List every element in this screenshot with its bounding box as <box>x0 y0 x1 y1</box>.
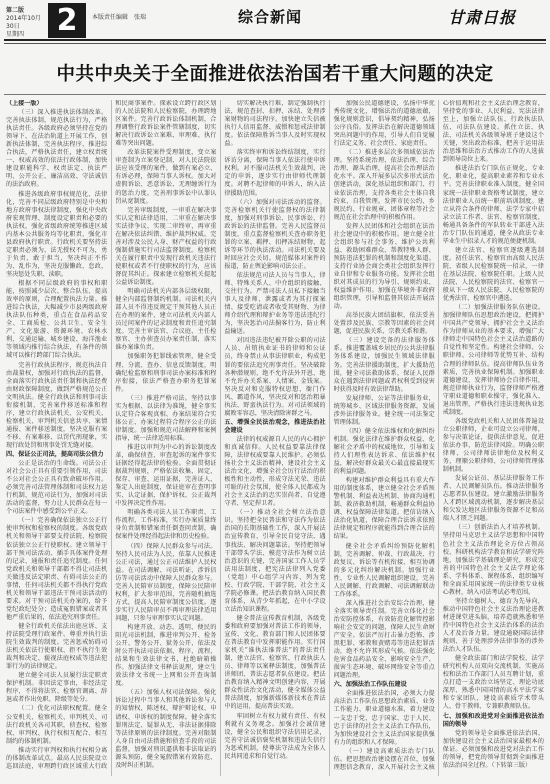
section-subheading: 七、加强和改进党对全面推进依法治国的领导 <box>442 712 544 728</box>
article-paragraph: 各级党政机关和人民团体普遍设立公职律师，企业可设立公司律师，参与决策论证，提供法律意见，促进依法办事，防范法律风险。明确公职律师、公司律师法律地位及权利义务，理顺公职律师、公司律师管理体制机制。 <box>442 417 544 474</box>
article-paragraph: （四）保障人民群众参与司法。坚持人民司法为人民，依靠人民推进公正司法，通过公正司法维护人民权益。在司法调解、司法听证、涉诉信访等司法活动中保障人民群众参与。完善人民陪审员制度，保障公民陪审权利，扩大参审范围，完善随机抽选方式，提高人民陪审制度公信度。逐步实行人民陪审员不再审理法律适用问题，只参与审理事实认定问题。 <box>115 542 217 622</box>
article-paragraph: 落实终审和诉讼终结制度，实行诉访分离，保障当事人依法行使申诉权利。对不服司法机关生效裁判、决定的申诉，逐步实行由律师代理制度。对聘不起律师的申诉人，纳入法律援助范围。 <box>224 149 326 197</box>
article-paragraph: 健全行政机关依法出庭应诉、支持法院受理行政案件、尊重并执行法院生效裁判的制度。完善惩戒妨碍司法机关依法行使职权、拒不执行生效裁判和决定、藐视法庭权威等违法犯罪行为的法律规定。 <box>6 623 108 671</box>
article-body <box>6 100 544 776</box>
article-paragraph: 深入推进社会治安综合治理，健全落实领导责任制。完善立体化社会治安防控体系，有效防范化解管控影响社会安定的问题，保障人民生命财产安全。依法严厉打击暴力恐怖、涉黑犯罪、邪教和黄赌毒等违法犯罪活动，绝不允许其形成气候。依法强化危害食品药品安全、影响安全生产、损害生态环境、破坏网络安全等重点问题治理。 <box>333 599 435 680</box>
article-paragraph: （二）加强法律服务队伍建设。加强律师队伍思想政治建设，把拥护中国共产党领导、拥护社会主义法治作为律师从业的基本要求，增强广大律师走中国特色社会主义法治道路的自觉性和坚定性。构建社会律师、公职律师、公司律师等优势互补、结构合理的律师队伍。提高律师队伍业务素质，完善执业保障机制。加强职业道德建设，发挥律师协会自律作用，规范律师执业行为，监督律师严格遵守职业道德和职业操守，强化准入、退出管理，严格执行违法违规执业惩戒制度。 <box>442 304 544 416</box>
article-paragraph: （一）推动全社会树立法治意识。坚持把全民普法和守法作为依法治国的长期基础性工作，深入开展法治宣传教育，引导全民自觉守法、遇事找法、解决问题靠法。坚持把领导干部带头学法、模范守法作为树立法治意识的关键，完善国家工作人员学法用法制度，把宪法法律列入党委（党组）中心组学习内容，列为党校、行政学院、干部学院、社会主义学院必修课。把法治教育纳入国民教育体系，从青少年抓起，在中小学设立法治知识课程。 <box>224 509 326 613</box>
section-subheading: 五、增强全民法治观念，推进法治社会建设 <box>224 418 326 434</box>
article-paragraph: （三）创新法治人才培养机制。坚持用马克思主义法学思想和中国特色社会主义法治理论全方位占领高校、科研机构法学教育和法学研究阵地，加强法学基础理论研究，形成完善的中国特色社会主义法学理论体系、学科体系、课程体系，组织编写和全面采用国家统一的法律类专业核心教材，纳入司法考试必考范围。 <box>442 524 544 596</box>
page-editors: 本版责任编辑 张瑞 <box>92 14 147 21</box>
section-subheading: 六、加强法治工作队伍建设 <box>333 681 407 689</box>
article-paragraph: 完善审级制度，一审重在解决事实认定和法律适用，二审重在解决事实法律争议、实现二审终审，再审重在解决依法纠错、维护裁判权威。完善对涉及公民人身、财产权益的行政强制措施实行司法监督制度。检察机关在履行职责中发现行政机关违法行使职权或者不行使职权的行为，应该督促其纠正。探索建立检察机关提起公益诉讼制度。 <box>115 206 217 287</box>
article-paragraph: 法律的权威源自人民的内心拥护和真诚信仰。人民权益要靠法律保障，法律权威要靠人民维护。必须弘扬社会主义法治精神，建设社会主义法治文化，增强全社会厉行法治的积极性和主动性，形成守法光荣、违法可耻的社会氛围，使全体人民都成为社会主义法治的忠实崇尚者、自觉遵守者、坚定捍卫者。 <box>224 435 326 508</box>
article-paragraph: 坚持立德树人、德育为先导向，推动中国特色社会主义法治理论进教材进课堂进头脑，培养造就熟悉和坚持中国特色社会主义法治体系的法治人才及后备力量。建设通晓国际法律规则、善于处理涉外法律事务的涉外法治人才队伍。 <box>442 597 544 654</box>
article-paragraph: 高举民族大团结旗帜，依法妥善处置涉及民族、宗教等因素的社会问题，促进民族关系、宗教关系和谐。 <box>333 312 435 336</box>
article-paragraph: 公正是法治的生命线。司法公正对社会公正具有重要引领作用，司法不公对社会公正具有致命破坏作用。必须完善司法管理体制和司法权力运行机制，规范司法行为，加强对司法活动的监督，努力让人民群众在每一个司法案件中感受到公平正义。 <box>6 460 108 516</box>
article-paragraph: 建立法官、检察官逐级遴选制度。初任法官、检察官由高级人民法院、省级人民检察院统一招录，一律在基层法院、检察院任职。上级人民法院、人民检察院的法官、检察官一般从下一级人民法院、人民检察院的优秀法官、检察官中遴选。 <box>442 246 544 303</box>
article-paragraph: 加强公民道德建设，弘扬中华优秀传统文化，增强法治的道德底蕴，强化规则意识，倡导契约精神，弘扬公序良俗。发挥法治在解决道德领域突出问题中的作用，引导人们自觉履行法定义务、社会责任、家庭责任。 <box>333 100 435 148</box>
masthead-rule-thin <box>4 43 546 44</box>
article-paragraph: 发展律师、公证等法律服务业，统筹城乡、区域法律服务资源，发展涉外法律服务业。健全统一司法鉴定管理体制。 <box>333 394 435 426</box>
page-label: 第二版 <box>6 7 25 14</box>
article-paragraph: 切实解决执行难，制定强制执行法，规范查封、扣押、冻结、处理涉案财物的司法程序。加快建立失信被执行人信用监督、威慑和惩戒法律制度。依法保障胜诉当事人及时实现权益。 <box>224 100 326 148</box>
article-paragraph: （二）推进多层次多领域依法治理。坚持系统治理、依法治理、综合治理、源头治理，提高社会治理法治化水平。深入开展多层次多形式法治创建活动，深化基层组织和部门、行业依法治理，支持各类社会主体自我约束、自我管理。发挥市民公约、乡规民约、行业规章、团体章程等社会规范在社会治理中的积极作用。 <box>333 149 435 221</box>
article-paragraph: 加强职务犯罪线索管理，健全受理、分流、查办、信息反馈制度，明确纪检监察和刑事司法办案标准和程序衔接，依法严格查办职务犯罪案件。 <box>115 353 217 393</box>
article-paragraph: 明确司法机关内部各层级权限，健全内部监督制约机制。司法机关内部人员不得违反规定干预其他人员正在办理的案件，建立司法机关内部人员过问案件的记录制度和责任追究制度。完善主审法官、合议庭、主任检察官、主办侦查员办案责任制，落实谁办案谁负责。 <box>115 288 217 352</box>
article-paragraph: 全面推进依法治国，必须大力提高法治工作队伍思想政治素质、业务工作能力、职业道德水准，着力建设一支忠于党、忠于国家、忠于人民、忠于法律的社会主义法治工作队伍，为加快建设社会主义法治国家提供强有力的组织和人才保障。 <box>333 690 435 746</box>
newspaper-logo: 甘肃日报 <box>448 8 517 27</box>
article-paragraph: 建立健全司法人员履行法定职责保护机制。非因法定事由，非经法定程序，不得将法官、检察官调离、辞退或者作出免职、降级等处分。 <box>6 672 108 704</box>
masthead <box>0 0 550 44</box>
article-paragraph: 依法规范司法人员与当事人、律师、特殊关系人、中介组织的接触、交往行为。严禁司法人员私下接触当事人及律师、泄露或者为其打探案情、接受吃请或者收受其财物、为律师介绍代理和辩护业务等违法违纪行为，坚决惩治司法掮客行为，防止利益输送。 <box>224 271 326 336</box>
article-paragraph: （一）完善确保依法独立公正行使审判权和检察权的制度。各级党政机关和领导干部要支持法院、检察院依法独立公正行使职权。建立领导干部干预司法活动、插手具体案件处理的记录、通报和责任追究制度。任何党政机关和领导干部都不得让司法机关做违反法定职责、有碍司法公正的事情，任何司法机关都不得执行党政机关和领导干部违法干预司法活动的要求。对干预司法机关办案的，给予党纪政纪处分；造成冤假错案或者其他严重后果的，依法追究刑事责任。 <box>6 517 108 621</box>
article-headline: 中共中央关于全面推进依法治国若干重大问题的决定 <box>56 64 494 85</box>
article-paragraph: （三）建设完备的法律服务体系。推进覆盖城乡居民的公共法律服务体系建设，加强民生领域法律服务。完善法律援助制度，扩大援助范围，健全司法救助体系，保证人民群众在遇到法律问题或者权利受到侵害时获得及时有效法律帮助。 <box>333 337 435 393</box>
issue-date: 2014年10月30日 <box>6 15 41 30</box>
article-paragraph: 对因违法违纪被开除公职的司法人员、吊销执业证书的律师和公证员，终身禁止从事法律职业，构成犯罪的要依法追究刑事责任。坚决破除各种潜规则，绝不允许法外开恩，绝不允许办关系案、人情案、金钱案。坚决反对和克服特权思想、衙门作风、霸道作风，坚决反对和惩治粗暴执法、野蛮执法行为。对司法领域的腐败零容忍，坚决清除害群之马。 <box>224 337 326 417</box>
article-paragraph: 推进以审判为中心的诉讼制度改革，确保侦查、审查起诉的案件事实证据经得起法律的检验。全面贯彻证据裁判规则，严格依法收集、固定、保存、审查、运用证据，完善证人、鉴定人出庭制度，保证庭审在查明事实、认定证据、保护诉权、公正裁判中发挥决定性作用。 <box>115 443 217 508</box>
article-paragraph: （四）健全依法维权和化解纠纷机制。强化法律在维护群众权益、化解社会矛盾中的权威地位，引导和支持人们理性表达诉求、依法维护权益，解决好群众最关心最直接最现实的利益问题。 <box>333 427 435 476</box>
section-subheading: （上接一版） <box>6 100 43 107</box>
article-paragraph: 健全政法部门和法学院校、法学研究机构人员双向交流机制，实施高校和法治工作部门人员互聘计划，重点打造一支政治立场坚定、理论功底深厚、熟悉中国国情的高水平法学家和专家团队，建设高素质学术带头人、骨干教师、专兼职教师队伍。 <box>442 655 544 711</box>
article-paragraph: （三）推进严格司法。坚持以事实为根据、以法律为准绳，健全事实认定符合客观真相、办案结果符合实体公正、办案过程符合程序公正的法律制度。加强和规范司法解释和案例指导，统一法律适用标准。 <box>115 394 217 442</box>
article-paragraph: 健全社会矛盾纠纷预防化解机制，完善调解、仲裁、行政裁决、行政复议、诉讼等有机衔接、相互协调的多元化纠纷解决机制。加强行业性、专业性人民调解组织建设，完善人民调解、行政调解、司法调解联动工作体系。 <box>333 542 435 598</box>
article-paragraph: 推进各级政府事权规范化、法律化，完善不同层级政府特别是中央和地方政府事权法律制度，强化中央政府宏观管理、制度设定职责和必要的执法权，强化省级政府统筹推进区域内基本公共服务均等化职责，强化市县政府执行职责。行政机关要坚持法定职责必须为、法无授权不可为，勇于负责、敢于担当，坚决纠正不作为、乱作为，坚决克服懒政、怠政，坚决惩处失职、渎职。 <box>6 190 108 278</box>
article-paragraph: 推进法治专门队伍正规化、专业化、职业化，提高职业素养和专业水平。完善法律职业准入制度，健全国家统一法律职业资格考试制度，建立法律职业人员统一职前培训制度。建立从符合条件的律师、法学专家中招录立法工作者、法官、检察官制度，畅通具备条件的军队转业干部进入法治专门队伍的通道，健全从政法专业毕业生中招录人才的规范便捷机制。 <box>442 165 544 245</box>
page-number: 2 <box>48 3 86 38</box>
article-paragraph: 党的领导是全面推进依法治国、加快建设社会主义法治国家最根本的保证。必须加强和改进党对法治工作的领导，把党的领导贯彻到全面推进依法治国全过程。（下转第三版） <box>442 729 544 769</box>
article-paragraph: 牢固树立有权力就有责任、有权利就有义务观念。加强社会诚信建设，健全公民和组织守法信用记录，完善守法诚信褒奖机制和违法失信行为惩戒机制，使尊法守法成为全体人民共同追求和自觉行动。 <box>224 712 326 760</box>
article-paragraph: 根据不同层级政府的事权和职能，按照减少层次、整合队伍、提高效率的原则，合理配置执法力量。推进综合执法，大幅减少市县两级政府执法队伍种类，重点在食品药品安全、工商质检、公共卫生、安全生产、文化旅游、资源环境、农林水利、交通运输、城乡建设、海洋渔业等领域内推行综合执法，有条件的领域可以推行跨部门综合执法。 <box>6 280 108 360</box>
article-paragraph: （五）加强人权司法保障。强化诉讼过程中当事人和其他诉讼参与人的知情权、陈述权、辩护辩论权、申请权、申诉权的制度保障。健全落实罪刑法定、疑罪从无、非法证据排除等法律原则的法律制度。完善对限制人身自由司法措施和侦查手段的司法监督，加强对刑讯逼供和非法取证的源头预防，健全冤假错案有效防范、及时纠正机制。 <box>115 689 217 769</box>
issue-weekday: 星期四 <box>6 31 25 38</box>
article-paragraph: （三）深入推进执法体制改革。完善执法体制，规范执法行为，严格执法责任。各级政府必须坚持在党的领导下、在法治轨道上开展工作，创新执法体制，完善执法程序，推进综合执法，严格执法责任，建立权责统一、权威高效的依法行政体制，加快建设职能科学、权责法定、执法严明、公开公正、廉洁高效、守法诚信的法治政府。 <box>6 109 108 189</box>
article-paragraph: 健全普法宣传教育机制，各级党委和政府要加强对普法工作的领导，宣传、文化、教育部门和人民团体要在普法教育中发挥职能作用。实行国家机关“谁执法谁普法”的普法责任制，建立法官、检察官、行政执法人员、律师等以案释法制度，加强普法讲师团、普法志愿者队伍建设。把法治教育纳入精神文明创建内容，开展群众性法治文化活动，健全媒体公益普法制度，加强新媒体新技术在普法中的运用，提高普法实效。 <box>224 614 326 711</box>
masthead-rule <box>4 39 546 41</box>
issue-meta <box>6 7 46 39</box>
article-paragraph: 构建对维护群众利益具有重大作用的制度体系，建立健全社会矛盾预警机制、利益表达机制、协商沟通机制、救济救助机制，畅通群众利益协调、权益保障法律渠道。把信访纳入法治化轨道，保障合理合法诉求依照法律规定和程序就能得到合理合法的结果。 <box>333 477 435 541</box>
article-paragraph: 发挥人民团体和社会组织在法治社会建设中的积极作用。建立健全社会组织参与社会事务、维护公共利益、救助困难群众、帮教特殊人群、预防违法犯罪的机制和制度化渠道。支持行业协会商会类社会组织发挥行业自律和专业服务功能。发挥社会组织对其成员的行为导引、规则约束、权益维护作用。加强在华境外非政府组织管理，引导和监督其依法开展活动。 <box>333 222 435 311</box>
article-paragraph: 发展公证员、基层法律服务工作者、人民调解员队伍。推动法律服务志愿者队伍建设。建立激励法律服务人才跨区域流动机制，逐步解决基层和欠发达地区法律服务资源不足和高端人才匮乏问题。 <box>442 475 544 523</box>
article-paragraph: （六）加强对司法活动的监督。完善检察机关行使监督权的法律制度，加强对刑事诉讼、民事诉讼、行政诉讼的法律监督。完善人民监督员制度，重点监督检察机关查办职务犯罪的立案、羁押、扣押冻结财物、起诉等环节的执法活动。司法机关要及时回应社会关切。规范媒体对案件的报道，防止舆论影响司法公正。 <box>224 198 326 270</box>
article-paragraph: （一）建设高素质法治专门队伍。把思想政治建设摆在首位，加强理想信念教育，深入开展社会主义核心价值观和社会主义法治理念教育，坚持党的事业、人民利益、宪法法律至上，加强立法队伍、行政执法队伍、司法队伍建设。抓住立法、执法、司法机关各级领导班子建设这个关键，突出政治标准，把善于运用法治思维和法治方式推动工作的人选拔到领导岗位上来。 <box>333 100 544 771</box>
article-paragraph: 完善行政执法程序，规范执法自由裁量权，加强对行政执法的监督，全面落实行政执法责任制和执法经费由财政保障制度，做到严格规范公正文明执法。健全行政执法和刑事司法衔接机制，完善案件移送标准和程序，建立行政执法机关、公安机关、检察机关、审判机关信息共享、案情通报、案件移送制度，坚决克服有案不移、有案难移、以罚代刑现象，实现行政处罚和刑事处罚无缝对接。 <box>6 361 108 449</box>
article-paragraph: 构建开放、动态、透明、便民的阳光司法机制，推进审判公开、检务公开、警务公开、狱务公开，依法及时公开执法司法依据、程序、流程、结果和生效法律文书，杜绝暗箱操作。加强法律文书释法说理，建立生效法律文书统一上网和公开查询制度。 <box>115 624 217 688</box>
headline-rule <box>4 94 546 95</box>
section-subheading: 四、保证公正司法，提高司法公信力 <box>6 451 104 459</box>
section-title: 综合新闻 <box>238 8 303 26</box>
article-paragraph: 改革法院案件受理制度，变立案审查制为立案登记制，对人民法院依法应该受理的案件，做到有案必立、有诉必理，保障当事人诉权。加大对虚假诉讼、恶意诉讼、无理缠诉行为的惩治力度。完善刑事诉讼中认罪认罚从宽制度。 <box>115 149 217 205</box>
article-paragraph: （二）优化司法职权配置。健全公安机关、检察机关、审判机关、司法行政机关各司其职，侦查权、检察权、审判权、执行权相互配合、相互制约的体制机制。 <box>6 705 108 745</box>
article-paragraph: 推动实行审判权和执行权相分离的体制改革试点。最高人民法院设立巡回法庭，审理跨行政区域重大行政和民商事案件。探索设立跨行政区划的人民法院和人民检察院，办理跨地区案件。完善行政诉讼体制机制，合理调整行政诉讼案件管辖制度，切实解决行政诉讼立案难、审理难、执行难等突出问题。 <box>6 100 217 770</box>
article-paragraph: 明确各类司法人员工作职责、工作流程、工作标准，实行办案质量终身负责制和错案责任倒查问责制，确保案件处理经得起法律和历史检验。 <box>115 509 217 541</box>
